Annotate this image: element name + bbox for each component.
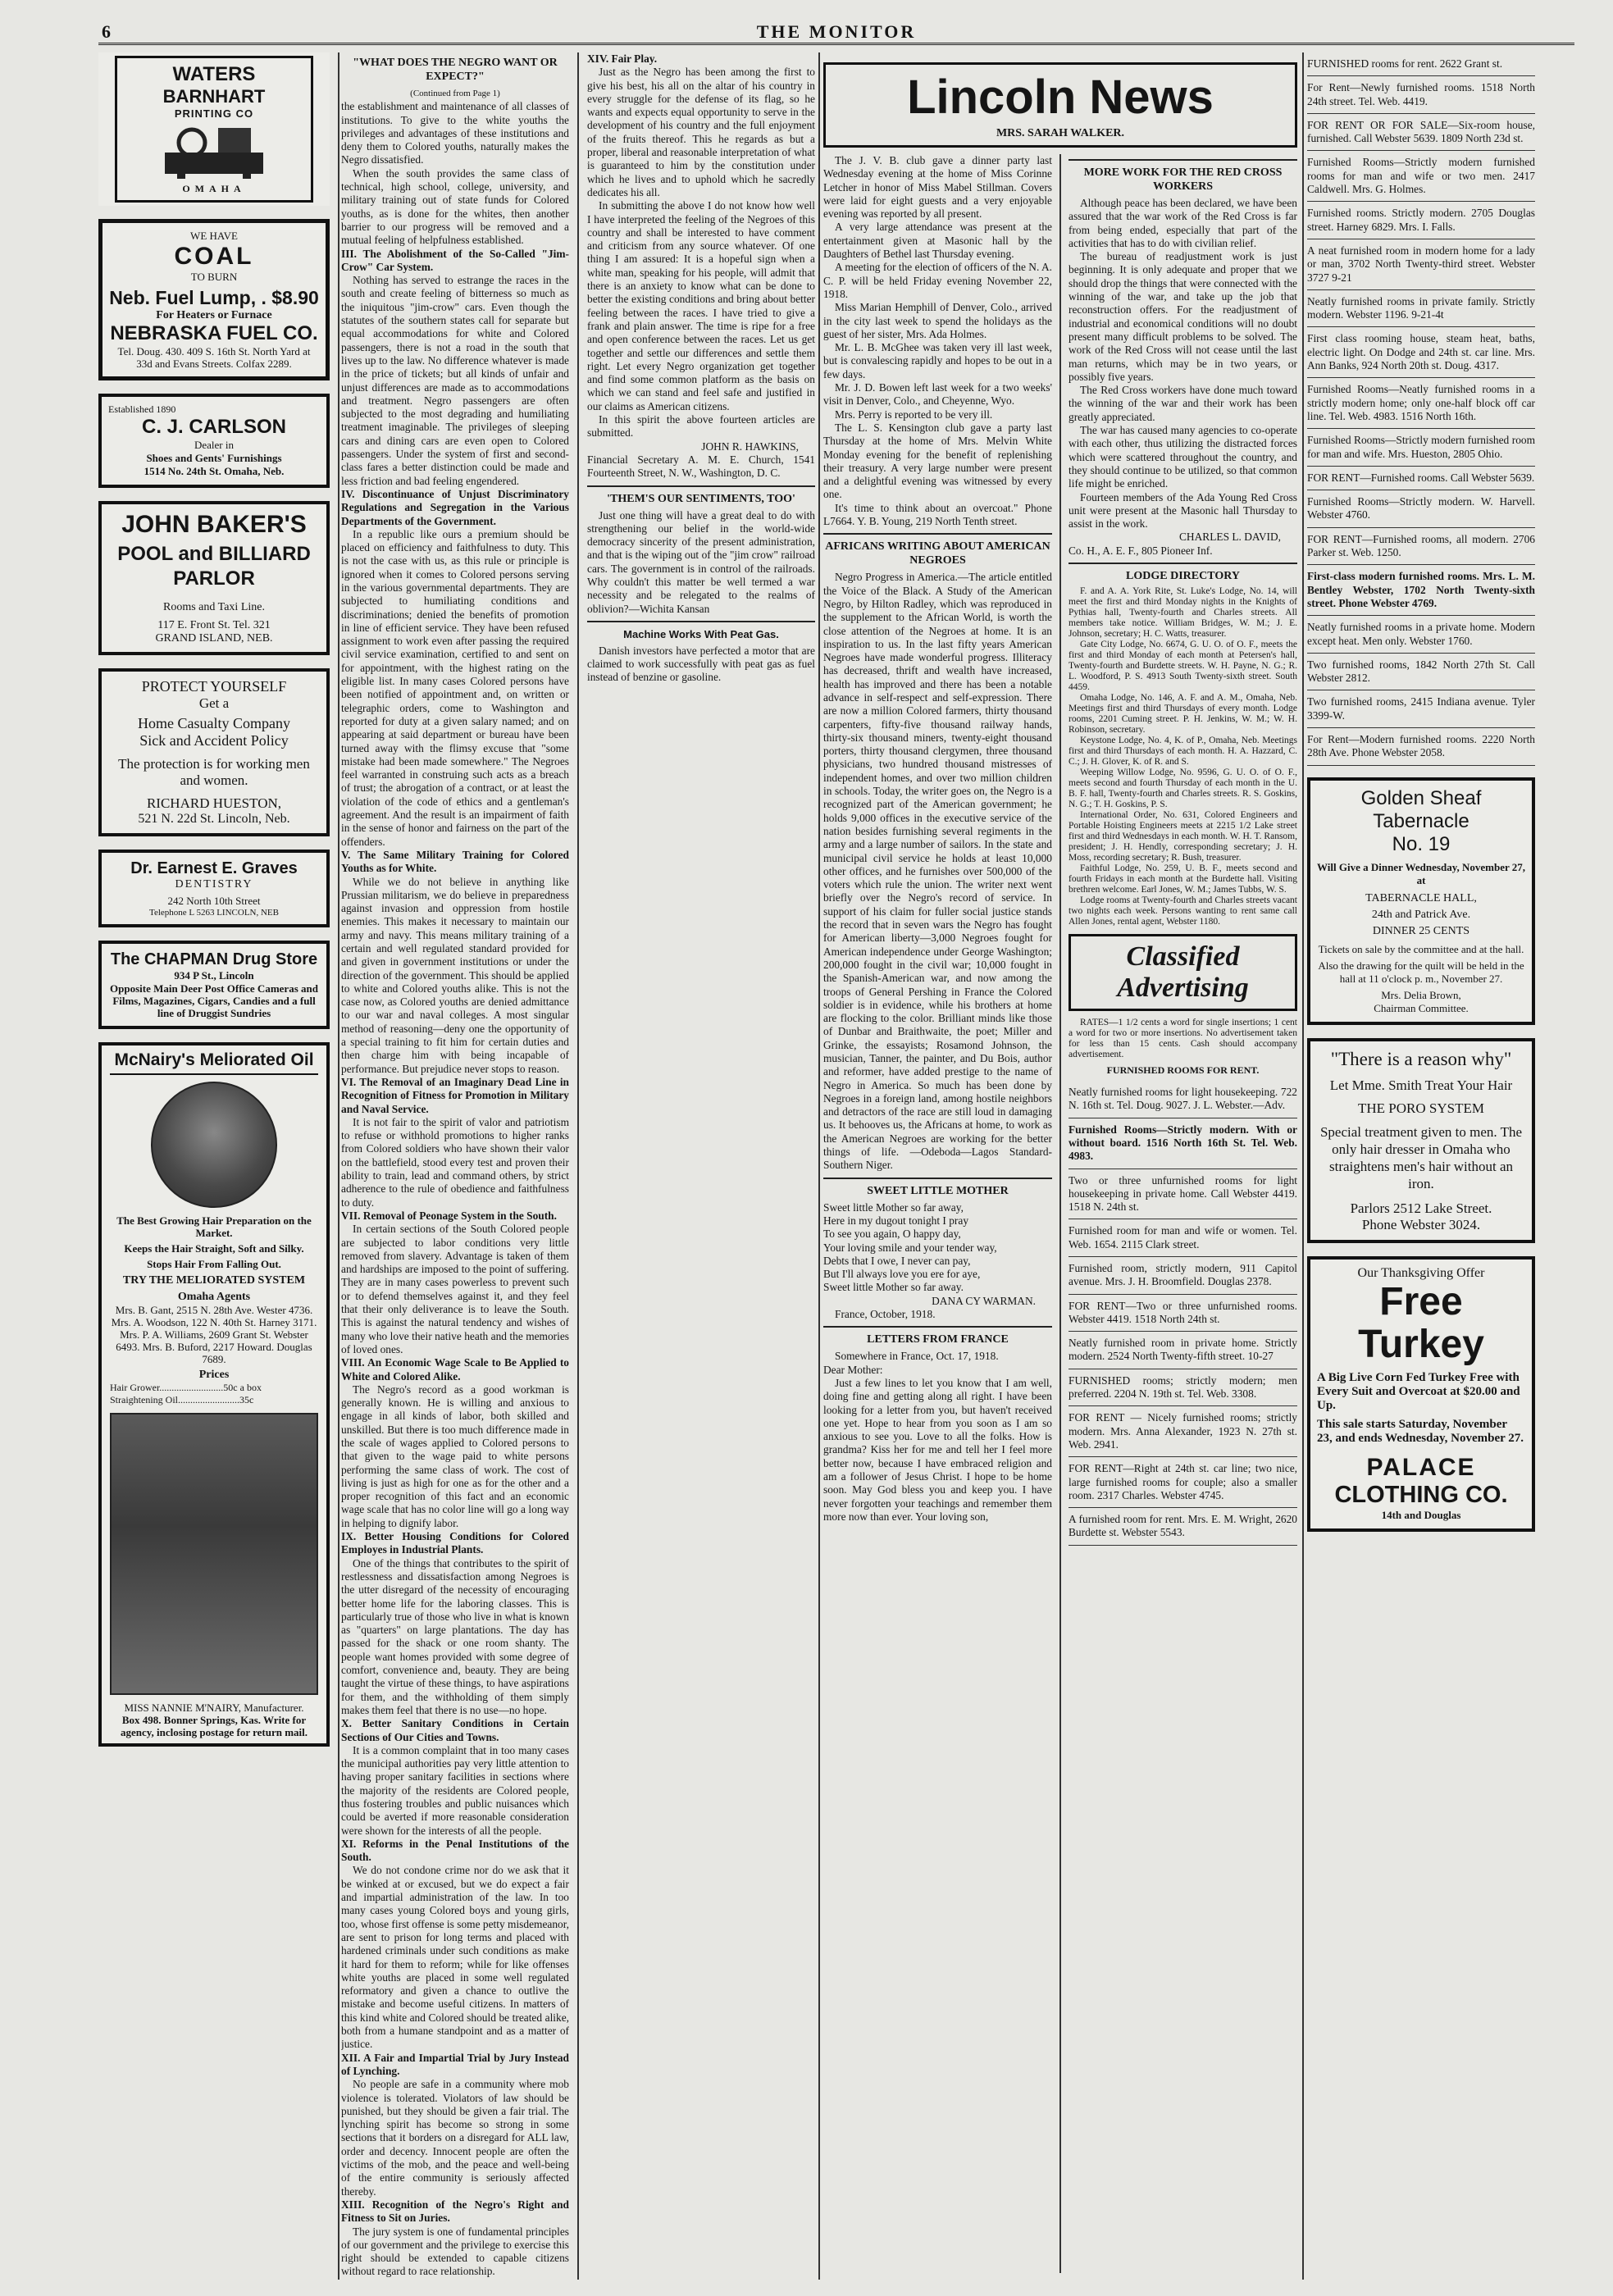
lodge-entry: Weeping Willow Lodge, No. 9596, G. U. O. of O. F., meets second and fourth Thursday of each month in the U. B. F. hall, Twenty-fourth and Charles streets. R. S. Goskins, N. G.; T. H. Goskins, P. S. [1068, 768, 1297, 810]
column-rule [338, 52, 339, 2280]
lodge-entry: Gate City Lodge, No. 6674, G. U. O. of O. F., meets the first and third Monday of each month at Petersen's hall, Twenty-fourth and Burdette streets. W. H. Payne, N. G.; R. L. Woodford, P. S. 4913 South Twenty-sixth street. South 4459. [1068, 640, 1297, 693]
furnished-rooms-heading: FURNISHED ROOMS FOR RENT. [1106, 1064, 1260, 1077]
manufacturer-photo [110, 1413, 318, 1695]
column-rule [818, 52, 820, 2280]
classified-item: Furnished room, strictly modern, 911 Capitol avenue. Mrs. J. H. Broomfield. Douglas 2378. [1068, 1257, 1297, 1295]
classified-item: FOR RENT — Nicely furnished rooms; strictly modern. Mrs. Anna Alexander, 1923 N. 27th st. Web. 2941. [1068, 1406, 1297, 1457]
classified-item: FOR RENT—Two or three unfurnished rooms. Webster 4419. 1518 North 24th st. [1068, 1295, 1297, 1332]
john-baker-pool-ad: JOHN BAKER'S POOL and BILLIARD PARLOR Rooms and Taxi Line. 117 E. Front St. Tel. 321 GRAND ISLAND, NEB. [98, 501, 330, 655]
red-cross-headline: MORE WORK FOR THE RED CROSS WORKERS [1083, 166, 1283, 193]
letters-headline: LETTERS FROM FRANCE [867, 1333, 1009, 1346]
graves-dentistry-ad: Dr. Earnest E. Graves DENTISTRY 242 North 10th Street Telephone L 5263 LINCOLN, NEB [98, 850, 330, 927]
waters-barnhart-ad: WATERS BARNHART PRINTING CO OMAHA [98, 52, 330, 206]
classified-item: FURNISHED rooms for rent. 2622 Grant st. [1307, 52, 1535, 76]
lincoln-columns: The J. V. B. club gave a dinner party last Wednesday evening at the home of Miss Corinne Letcher in honor of Miss Mabel Stillman. Covers were laid for eight guests and a very enjoyable evening was reported by all present. A very large attendance was present at the entertainment given at Masonic hall by the Daughters of Bethel last Thursday evening. A meeting for the election of officers of the N. A. C. P. will be held Friday evening November 22, 1918. Miss Marian Hemphill of Denver, Colo., arrived in the city last week to spend the holidays as the guest of her sister, Mrs. Ada Holmes. Mr. L. B. McGhee was taken very ill last week, but is convalescing rapidly and hopes to be out in a few days. Mr. J. D. Bowen left last week for a two weeks' visit in Denver, Colo., and Cheyenne, Wyo. Mrs. Perry is reported to be very ill. The L. S. Kensington club gave a party last Thursday at the home of Mrs. Melvin White Monday evening for the benefit of replenishing their treasury. A very large number were present and a delightful evening was witnessed by every one. It's time to think about an overcoat." Phone L7664. Y. B. Young, 219 North Tenth street. AFRICANS WRITING ABOUT AMERICAN NEGROES Negro Progress in America.—The article entitled the Voice of the Black. A Study of the American Negro, by Hilton Radley, which was reproduced in the supplement to the African World, is worth the close attention of the Negroes at home. It is an inspiration to us. In the last fifty years American Negroes have made wonderful progress. Illiteracy has decreased, thrift and wealth have increased, health has improved and there has been a notable advance in self-respect and self-expression. There are now a million Colored farmers, thirty thousand carpenters, fifty-five thousand railway hands, thirty-six thousand miners, twenty-eight thousand porters, thirty thousand clergymen, three thousand physicians, two hundred thousand mistresses of independent homes, and over two million children in schools. Today, the writer goes on, the Negro is a recognized part of the American government; he holds 9,000 offices in the executive service of the nation besides furnishing several regiments in the army and a large number of sailors. In the state and municipal civil service he holds at least 10,000 other offices, and he furnishes over 500,000 of the voters which rule the union. The writer next went briefly over the Negro's record of service. In support of his claim for fuller social justice stands the record that in seven wars the Negro has fought for American liberty—3,000 Negroes fought for American independence under George Washington; 200,000 fought in the civil war; 10,000 fought in the Spanish-American war, and now among the troops of General Pershing in France the Colored soldier is in evidence, while his brothers at home are flocking to the color. Brilliant minds like those of Dunbar and Braithwaite, the poet; Miller and Grinke, the essayists; Rosamond Johnson, the musician, Tanner, the painter, and Du Bois, author and reformer, have added prestige to the name of Negro in America. So much has been done by Negroes in a foreign land, among hostile neighbors and detractors of the race are still loud in damaging us. It behooves us, the Africans at home, to work as the American Negroes are working for the better things of life. —Odeboda—Lagos Standard-Southern Niger. SWEET LITTLE MOTHER Sweet little Mother so far away, Here in my dugout tonight I pray To see you again, O happy day, Your loving smile and your tender way, Debts that I owe, I never can pay, But I'll always love you ere for aye, Sweet little Mother so far away. DANA CY WARMAN. France, October, 1918. LETTERS FROM FRANCE Somewhere in France, Oct. 17, 1918. Dear Mother: Just a few lines to let you know that I am well, doing fine and getting along all right. I have been looking for a letter from you, but haven't received one yet. Hope to hear from you soon as I am so anxious to see you. Love to all the folks. How is grandma? Kiss her for me and tell her I feel more better now, because I have embraced religion and am a follower of Jesus Christ. I hope to be home soon. May God bless you and keep you. I have never forgotten your teachings and remember them more now than ever. Your loving son, MORE WORK FOR THE RED CROSS WORKERS Although peace has been declared, we have been assured that the war work of the Red Cross is far from being ended, especially that part of the activities that has to do with civilian relief. The bureau of readjustment work is just beginning. It is only adequate and proper that we should drop the things that were connected with the winning of the war, and take up the job that reconstruction offers. For the readjustment of industrial and economical conditions will no doubt present many difficult problems to be solved. The work of the Red Cross will not cease until the last man returns, which may be in two years, or possibly five years. The Red Cross workers have done much toward the winning of the war and their work has been greatly appreciated. The war has caused many agencies to co-operate with each other, thus utilizing the distracted forces which were scattered throughout the country, and they should continue to be utilized, so that common life might be enriched. Fourteen members of the Ada Young Red Cross unit were present at the Masonic hall Thursday to assist in the work. CHARLES L. DAVID, Co. H., A. E. F., 805 Pioneer Inf. LODGE DIRECTORY F. and A. A. York Rite, St. Luke's Lodge, No. 14, will meet the first and third Monday nights in the Knights of Pythias hall, Twenty-fourth and Charles streets. All members take notice. William Bridges, W. M.; J. E. Johnson, secretary; H. C. Watts, treasurer. Gate City Lodge, No. 6674, G. U. O. of O. F., meets the first and third Monday of each month at Petersen's hall, Twenty-fourth and Burdette streets. W. H. Payne, N. G.; R. L. Woodford, P. S. 4913 South Twenty-sixth street. South 4459. Omaha Lodge, No. 146, A. F. and A. M., Omaha, Neb. Meetings first and third Thursdays of every month. Lodge rooms, 2201 Cuming street. P. H. Jenkins, W. M.; W. H. Robinson, secretary. Keystone Lodge, No. 4, K. of P., Omaha, Neb. Meetings first and third Thursdays of each month. H. A. Hazzard, C. C.; J. H. Glover, K. of R. and S. Weeping Willow Lodge, No. 9596, G. U. O. of O. F., meets second and fourth Thursday of each month in the U. B. F. hall, Twenty-fourth and Charles streets. R. S. Goskins, N. G.; T. H. Goskins, P. S. International Order, No. 631, Colored Engineers and Portable Hoisting Engineers meets at 2215 1/2 Lake street first and third Wednesdays in each month. W. H. T. Ransom, president; J. H. Hendly, corresponding secretary; J. H. Moss, recording secretary; R. Bush, treasurer. Faithful Lodge, No. 259, U. B. F., meets second and fourth Fridays in each month at the Burdette hall. Visiting brethren welcome. Earl Jones, W. M.; James Tubbs, W. S. Lodge rooms at Twenty-fourth and Charles streets vacant two nights each week. Persons wanting to rent same call Allen Jones, rental agent, Webster 1180. Classified Advertising RATES—1 1/2 cents a word for single insertions; 1 cent a word for two or more insertions. No advertisement taken for less than 15 cents. Cash should accompany advertisement. FURNISHED ROOMS FOR RENT. Neatly furnished rooms for light housekeeping. 722 N. 16th st. Tel. Doug. 9027. J. L. Webster.—Adv. Furnished Rooms—Strictly modern. With or without board. 1516 North 16th St. Tel. Web. 4983. Two or three unfurnished rooms for light housekeeping in private home. Call Webster 4419. 1518 N. 24th st. Furnished room for man and wife or women. Tel. Web. 1654. 2115 Clark street. Furnished room, strictly modern, 911 Capitol avenue. Mrs. J. H. Broomfield. Douglas 2378. FOR RENT—Two or three unfurnished rooms. Webster 4419. 1518 North 24th st. Neatly furnished room in private home. Strictly modern. 2524 North Twenty-fifth street. 10-27 FURNISHED rooms; strictly modern; men preferred. 2204 N. 19th st. Tel. Web. 3308. FOR RENT — Nicely furnished rooms; strictly modern. Mrs. Anna Alexander, 1923 N. 27th st. Web. 2941. FOR RENT—Right at 24th st. car line; two nice, large furnished rooms for couple; also a smaller room. 2317 Charles. Webster 4745. A furnished room for rent. Mrs. E. M. Wright, 2620 Burdette st. Webster 5543. [823, 154, 1297, 2273]
chapman-drug-ad: The CHAPMAN Drug Store 934 P St., Lincoln Opposite Main Deer Post Office Cameras and Films, Magazines, Cigars, Candies and a full line of Druggist Sundries [98, 941, 330, 1029]
lodge-entry: Faithful Lodge, No. 259, U. B. F., meets second and fourth Fridays in each month at the Burdette hall. Visiting brethren welcome. Earl Jones, W. M.; James Tubbs, W. S. [1068, 863, 1297, 895]
classified-list [1307, 52, 1535, 766]
article-headline: "WHAT DOES THE NEGRO WANT OR EXPECT?" [353, 57, 558, 83]
classified-item: For Rent—Modern furnished rooms. 2220 North 28th Ave. Phone Webster 2058. [1307, 728, 1535, 766]
poem-headline: SWEET LITTLE MOTHER [867, 1184, 1009, 1197]
sentiments-headline: 'THEM'S OUR SENTIMENTS, TOO' [607, 492, 795, 505]
lodge-entry: Keystone Lodge, No. 4, K. of P., Omaha, Neb. Meetings first and third Thursdays of each month. H. A. Hazzard, C. C.; J. H. Glover, K. of R. and S. [1068, 736, 1297, 768]
printing-press-icon [153, 120, 276, 179]
classified-item: A neat furnished room in modern home for a lady or man, 3702 North Twenty-third street. Webster 3727 9-21 [1307, 239, 1535, 290]
lincoln-news-title: Lincoln News [907, 71, 1214, 124]
lincoln-section [823, 52, 1297, 2280]
page-header [98, 18, 1574, 45]
classified-item: Furnished rooms. Strictly modern. 2705 Douglas street. Harney 6829. Mrs. I. Falls. [1307, 202, 1535, 239]
lincoln-news-banner: Lincoln News MRS. SARAH WALKER. [823, 62, 1297, 148]
ads-column [98, 52, 330, 2280]
negro-want-article: "WHAT DOES THE NEGRO WANT OR EXPECT?" (Continued from Page 1) the establishment and maintenance of all classes of institutions. To give to the white youths the privileges and advantages of these institutions and deny them to Colored youths, naturally makes the Negro dissatisfied. When the south provides the same class of technical, high school, college, university, and military training out of state funds for Colored youths, as is done for the whites, then another barrier to our progress will be removed and a mutual feeling of helpfulness established. III. The Abolishment of the So-Called "Jim-Crow" Car System. Nothing has served to estrange the races in the south and create feeling of bitterness so much as the iniquitous "jim-crow" cars. Even though the statutes of the southern states call for separate but equal accommodations for white and Colored passengers, there is not a road in the south that lives up to the law. No difference whatever is made in the price of tickets; but all kinds of unfair and unjust differences are made as to accommodations and treatment. Negro passengers are often subjected to the most degrading and humiliating treatment imaginable. The privileges of sleeping cars and dining cars are even open to Colored passengers. Under the system of first and second-class fares a better distinction could be made and less friction and bad feeling engendered. IV. Discontinuance of Unjust Discriminatory Regulations and Segregation in the Various Departments of the Government. In a republic like ours a premium should be placed on efficiency and faithfulness to duty. This is not the case with us, as this rule or principle is ignored when it comes to Colored persons serving in the various governmental departments. They are subjected to humiliating conditions and discriminations; denied the benefits of promotion in line of efficient service. They have been refused assignment to work even after passing the required civil service examination, certified to and sent on for appointment, with the highest rating on the eligible list. In many cases Colored persons have been notified of appointment and, on written or telegraphic orders, come to Washington and reported for duty at a given salary named; and on appearing at said department or bureau have been turned away with the flimsy excuse that "some mistake had been made somewhere." The Negroes feel warranted in construing such acts as a breach of trust; the abrogation of a contract, or at least the violation of the code of ethics and a gentleman's agreement. And the result is an impairment of faith in the sense of honor and fairness on the part of the offenders. V. The Same Military Training for Colored Youths as for White. While we do not believe in anything like Prussian militarism, we do believe in preparedness against invasion and oppression from hostile enemies. This makes it necessary to maintain our army and navy. This means military training of a certain and well regulated standard provided for and given in government institutions or under the direction of the government. This should be applied to white and Colored youths alike. This is not the case now, as Colored youths are denied admittance to our war and naval colleges. A most singular method of reasoning—deny one the opportunity of a special training to fit him for certain duties and then charge him with being incapable of performance. But prejudice never stops to reason. VI. The Removal of an Imaginary Dead Line in Recognition of Fitness for Promotion in Military and Naval Service. It is not fair to the spirit of valor and patriotism to refuse or withhold promotions to higher ranks from Colored soldiers who have shown their valor on the battlefield, stood every test and proven their ability to train, lead and command others, by strict adherence to the rule of obedience and faithfulness to duty. VII. Removal of Peonage System in the South. In certain sections of the South Colored people are subjected to labor conditions very little removed from slavery. Advantage is taken of them and hardships are imposed to the point of suffering. They are in many cases powerless to prevent such or to defend themselves against it, and they feel that their only deliverance is to leave the South. This is against the natural tendency and wishes of many who love their native heath and the memories of loved ones. VIII. An Economic Wage Scale to Be Applied to White and Colored Alike. The Negro's record as a good workman is generally known. He is willing and anxious to engage in all kinds of labor, both skilled and unskilled. But there is too much difference made in the scale of wages applied to Colored persons to that given to the wage paid to white persons performing the same class of work. The cost of living is just as high for one as for the other and a proper recognition of this fact and an economic wage scale that has no color line will go a long way in helping to dignify labor. IX. Better Housing Conditions for Colored Employes in Industrial Plants. One of the things that contributes to the spirit of restlessness and dissatisfaction among Negroes is the utter disregard of the necessity of encouraging better home life for the laboring classes. This is particularly true of those who live in what is known as "quarters" on large plantations. The day has passed for the shack or one room shanty. The people want homes provided with some degree of comfort, convenience and, beauty. They are being taught the virtue of these things, to have aspirations for them, and the withholding of them simply makes them feel that there is no use—no hope. X. Better Sanitary Conditions in Certain Sections of Our Cities and Towns. It is a common complaint that in too many cases the municipal authorities pay very little attention to having proper sanitary facilities in sections where the majority of the residents are Colored people, thus fostering troubles and public nuisances which could be averted if more reasonable consideration were shown for the interests of all the people. XI. Reforms in the Penal Institutions of the South. We do not condone crime nor do we ask that it be winked at or excused, but we do expect a fair and impartial administration of the law. In too many cases young Colored boys and young girls, too, whose first offense is some petty misdemeanor, are sent to prison for long terms and placed with hardened criminals under such conditions as make it hard for them to reform; while for like offenses white youths are placed in some well regulated reformatory and given a chance to outlive the mistake and become useful citizens. In matters of this kind white and Colored should be treated alike, both from a humane standpoint and as a matter of justice. XII. A Fair and Impartial Trial by Jury Instead of Lynching. No people are safe in a community where mob violence is tolerated. Violators of law should be punished, but they should be given a fair trial. The lynching spirit has become so strong in some sections that it borders on a disregard for ALL law, order and decency. Innocent people are often the victims of the mob, and the peace and well-being of the entire community is seriously affected thereby. XIII. Recognition of the Negro's Right and Fitness to Sit on Juries. The jury system is one of fundamental principles of our government and the privilege to exercise this right should be extended to capable citizens without regard to race relationship. XIV. Fair Play. Just as the Negro has been among the first to give his best, his all on the altar of his country in every struggle for the defense of its flag, so he wants and expects equal opportunity to serve in the development of his country and the full enjoyment of the fruits thereof. This he regards as but a proper, liberal and reasonable interpretation of what is guaranteed to him by the constitution under which he lives and to uphold which he sacredly dedicates his all. In submitting the above I do not know how well I have interpreted the feeling of the Negroes of this country and shall be interested to have comment and criticism from any source whatever. Of one thing I am assured: It is a hopeful sign when a white man, speaking for his people, will admit that there is an anxiety to know what can be done to better the existing conditions and bring about better feeling between the races. I have tried to give a frank and plain answer. The time is ripe for a free and open conference between the races. Let us get together and settle our differences and settle them right. Let every Negro organization get together and find some common platform as the basis on which we can stand and feel safe and justified in our claims as American citizens. In this spirit the above fourteen articles are submitted. JOHN R. HAWKINS, Financial Secretary A. M. E. Church, 1541 Fourteenth Street, N. W., Washington, D. C. 'THEM'S OUR SENTIMENTS, TOO' Just one thing will have a great deal to do with strengthening our belief in the world-wide democracy sincerity of the present administration, and that is the wiping out of the "jim crow" railroad cars. The government is in control of the railroads. Why couldn't this matter be well termed a war necessity and be relegated to the realms of oblivion?—Wichita Kansan Machine Works With Peat Gas. Danish investors have perfected a motor that are claimed to work successfully with peat gas as fuel instead of benzine or gasoline. [341, 52, 815, 2278]
classified-item: Neatly furnished rooms for light housekeeping. 722 N. 16th st. Tel. Doug. 9027. J. L. Webster.—Adv. [1068, 1081, 1297, 1118]
classified-banner: Classified Advertising [1068, 934, 1297, 1011]
classified-item: FOR RENT—Furnished rooms. Call Webster 5639. [1307, 467, 1535, 490]
classified-item: Furnished Rooms—Strictly modern. W. Harvell. Webster 4760. [1307, 490, 1535, 528]
classified-item: FOR RENT—Right at 24th st. car line; two nice, large furnished rooms for couple; also a smaller room. 2317 Charles. Webster 4745. [1068, 1457, 1297, 1508]
palace-clothing-ad: Our Thanksgiving Offer Free Turkey A Big Live Corn Fed Turkey Free with Every Suit and Overcoat at $20.00 and Up. This sale starts Saturday, November 23, and ends Wednesday, November 27. PALACE CLOTHING CO. 14th and Douglas [1307, 1256, 1535, 1532]
lodge-entry: Omaha Lodge, No. 146, A. F. and A. M., Omaha, Neb. Meetings first and third Thursdays of every month. Lodge rooms, 2201 Cuming street. P. H. Jenkins, W. M.; W. H. Robinson, secretary. [1068, 693, 1297, 736]
home-casualty-ad: PROTECT YOURSELF Get a Home Casualty Company Sick and Accident Policy The protection is for working men and women. RICHARD HUESTON, 521 N. 22d St. Lincoln, Neb. [98, 668, 330, 836]
classified-item: Neatly furnished rooms in private family. Strictly modern. Webster 1196. 9-21-4t [1307, 290, 1535, 328]
portrait-photo [151, 1082, 277, 1208]
classified-column [1307, 52, 1535, 2280]
africans-headline: AFRICANS WRITING ABOUT AMERICAN NEGROES [825, 540, 1050, 567]
masthead: THE MONITOR [756, 21, 917, 42]
classified-item: Furnished Rooms—Strictly modern. With or without board. 1516 North 16th St. Tel. Web. 4983. [1068, 1118, 1297, 1169]
column-rule [1302, 52, 1304, 2280]
classified-item: FOR RENT—Furnished rooms, all modern. 2706 Parker st. Web. 1250. [1307, 528, 1535, 566]
classified-item: Furnished Rooms—Neatly furnished rooms in a strictly modern home; only one-half block off car line. Tel. Web. 4983. 1516 North 16th. [1307, 378, 1535, 429]
golden-sheaf-ad: Golden Sheaf Tabernacle No. 19 Will Give a Dinner Wednesday, November 27, at TABERNACLE HALL, 24th and Patrick Ave. DINNER 25 CENTS Tickets on sale by the committee and at the hall. Also the drawing for the quilt will be held in the hall at 11 o'clock p. m., November 27. Mrs. Delia Brown, Chairman Committee. [1307, 777, 1535, 1025]
lodge-entry: International Order, No. 631, Colored Engineers and Portable Hoisting Engineers meets at 2215 1/2 Lake street first and third Wednesdays in each month. W. H. T. Ransom, president; J. H. Hendly, corresponding secretary; J. H. Moss, recording secretary; R. Bush, treasurer. [1068, 810, 1297, 863]
poro-system-ad: "There is a reason why" Let Mme. Smith Treat Your Hair THE PORO SYSTEM Special treatment given to men. The only hair dresser in Omaha who straightens men's hair without an iron. Parlors 2512 Lake Street. Phone Webster 3024. [1307, 1038, 1535, 1243]
lodge-entry: F. and A. A. York Rite, St. Luke's Lodge, No. 14, will meet the first and third Monday nights in the Knights of Pythias hall, Twenty-fourth and Charles streets. All members take notice. William Bridges, W. M.; J. E. Johnson, secretary; H. C. Watts, treasurer. [1068, 586, 1297, 640]
classified-item: Furnished Rooms—Strictly modern furnished room for man and wife. Mrs. Hueston, 2805 Ohio. [1307, 429, 1535, 467]
classified-item: Neatly furnished room in private home. Strictly modern. 2524 North Twenty-fifth street. 10-27 [1068, 1332, 1297, 1369]
lodge-entry: Lodge rooms at Twenty-fourth and Charles streets vacant two nights each week. Persons wanting to rent same call Allen Jones, rental agent, Webster 1180. [1068, 895, 1297, 927]
classified-item: A furnished room for rent. Mrs. E. M. Wright, 2620 Burdette st. Webster 5543. [1068, 1508, 1297, 1546]
classified-item: Two furnished rooms, 1842 North 27th St. Call Webster 2812. [1307, 654, 1535, 691]
classified-item: Two furnished rooms, 2415 Indiana avenue. Tyler 3399-W. [1307, 690, 1535, 728]
peat-headline: Machine Works With Peat Gas. [623, 627, 779, 640]
classified-item: Two or three unfurnished rooms for light housekeeping in private home. Call Webster 4419. 1518 N. 24th st. [1068, 1169, 1297, 1220]
mcnairy-oil-ad: McNairy's Meliorated Oil The Best Growing Hair Preparation on the Market. Keeps the Hair Straight, Soft and Silky. Stops Hair From Falling Out. TRY THE MELIORATED SYSTEM Omaha Agents Mrs. B. Gant, 2515 N. 28th Ave. Wester 4736. Mrs. A. Woodson, 122 N. 40th St. Harney 3171. Mrs. P. A. Williams, 2609 Grant St. Webster 6493. Mrs. B. Buford, 2217 Howard. Douglas 7689. Prices Hair Grower..........................50c a box Straightening Oil.........................35c MISS NANNIE M'NAIRY, Manufacturer. Box 498. Bonner Springs, Kas. Write for agency, inclosing postage for return mail. [98, 1042, 330, 1747]
classified-item: Neatly furnished rooms in a private home. Modern except heat. Men only. Webster 1760. [1307, 616, 1535, 654]
classified-item: FURNISHED rooms; strictly modern; men preferred. 2204 N. 19th st. Tel. Web. 3308. [1068, 1369, 1297, 1407]
classified-item: Furnished Rooms—Strictly modern furnished rooms for man and wife or two men. 2417 Caldwell. Mrs. G. Holmes. [1307, 151, 1535, 202]
carlson-shoes-ad: Established 1890 C. J. CARLSON Dealer in Shoes and Gents' Furnishings 1514 No. 24th St. Omaha, Neb. [98, 394, 330, 488]
page-number: 6 [102, 21, 111, 42]
classified-item: Furnished room for man and wife or women. Tel. Web. 1654. 2115 Clark street. [1068, 1219, 1297, 1257]
lodge-directory-headline: LODGE DIRECTORY [1126, 570, 1240, 583]
classified-item: For Rent—Newly furnished rooms. 1518 North 24th street. Tel. Web. 4419. [1307, 76, 1535, 114]
classified-item: First class rooming house, steam heat, baths, electric light. On Dodge and 24th st. car line. Mrs. Ann Banks, 924 North 20th st. Doug. 4317. [1307, 327, 1535, 378]
nebraska-fuel-ad: WE HAVE COAL TO BURN Neb. Fuel Lump, . $8.90 For Heaters or Furnace NEBRASKA FUEL CO. Tel. Doug. 430. 409 S. 16th St. North Yard at 33d and Evans Streets. Colfax 2289. [98, 219, 330, 380]
classified-item: FOR RENT OR FOR SALE—Six-room house, furnished. Call Webster 5639. 1809 North 23d st. [1307, 114, 1535, 152]
classified-item: First-class modern furnished rooms. Mrs. L. M. Bentley Webster, 1702 North Twenty-sixth street. Phone Webster 4769. [1307, 565, 1535, 616]
